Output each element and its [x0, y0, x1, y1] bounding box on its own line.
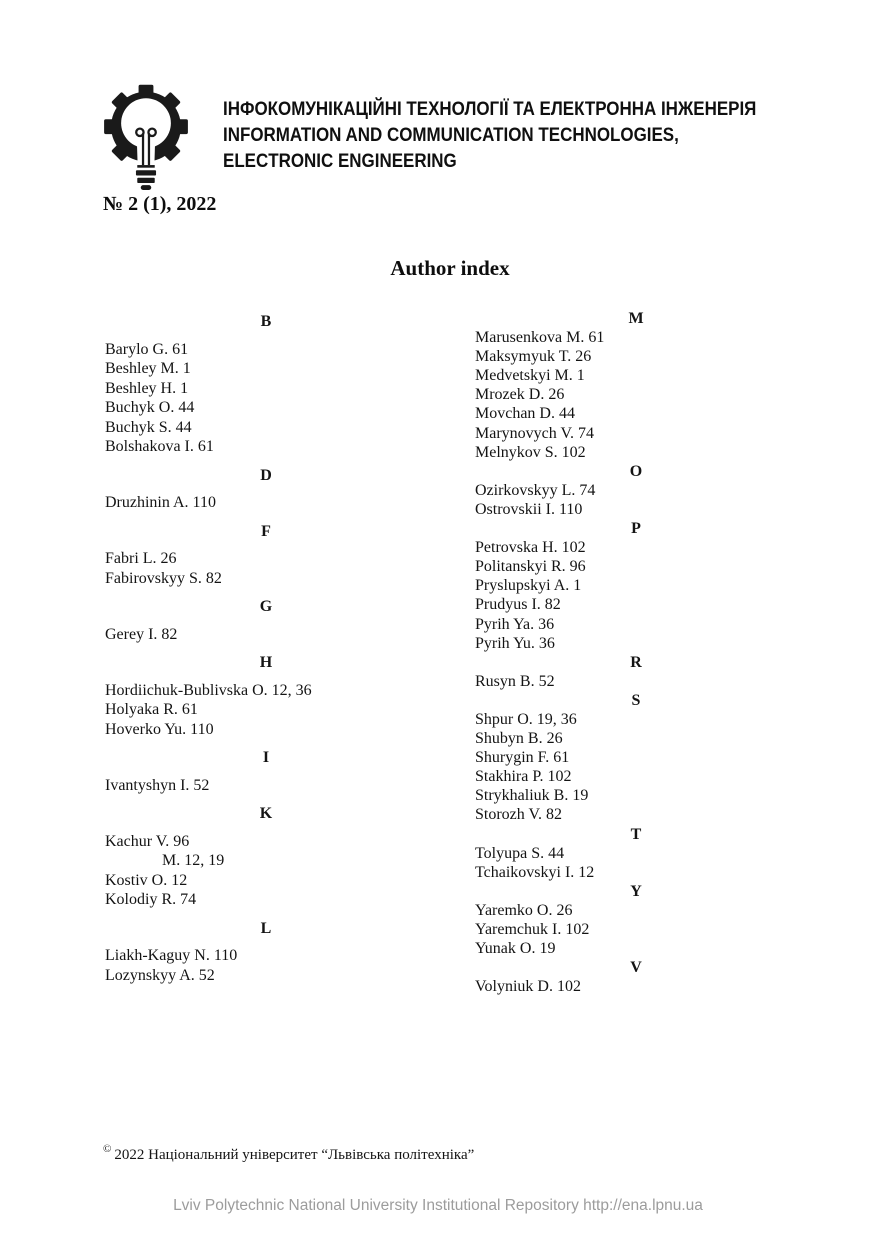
index-letter-heading: D [260, 466, 272, 484]
index-author-entry: Volyniuk D. 102 [475, 978, 581, 996]
issue-number: № 2 (1), 2022 [103, 193, 217, 215]
index-author-entry: Yunak O. 19 [475, 940, 556, 958]
index-letter-heading: I [262, 749, 270, 766]
index-author-entry: Beshley M. 1 [105, 360, 191, 377]
index-author-entry: Pryslupskyi A. 1 [475, 577, 582, 595]
index-letter-heading: R [630, 653, 642, 671]
index-author-entry: Buchyk S. 44 [105, 418, 192, 436]
index-author-entry: Pyrih Yu. 36 [475, 634, 555, 652]
index-author-entry: Shpur O. 19, 36 [475, 710, 577, 728]
index-letter-heading: S [631, 691, 641, 709]
journal-title-english-line2: ELECTRONIC ENGINEERING [223, 150, 457, 172]
index-author-entry: Ostrovskii I. 110 [475, 500, 583, 518]
index-author-entry: Mrozek D. 26 [475, 386, 565, 404]
index-author-entry: Shurygin F. 61 [475, 749, 570, 767]
index-author-entry: Movchan D. 44 [475, 405, 575, 423]
index-author-entry: Pyrih Ya. 36 [475, 615, 555, 633]
index-author-entry: Beshley H. 1 [105, 379, 189, 397]
index-author-entry: Strykhaliuk B. 19 [475, 787, 589, 805]
index-author-entry: Prudyus I. 82 [475, 596, 561, 614]
index-letter-heading: Y [630, 882, 642, 900]
index-author-entry: Ozirkovskyy L. 74 [475, 481, 596, 499]
index-letter-heading: H [259, 654, 273, 671]
copyright-text: 2022 Національний університет “Львівська політехніка” [114, 1147, 475, 1163]
index-letter-heading: F [261, 522, 271, 540]
index-author-entry: Barylo G. 61 [105, 340, 189, 358]
page-title: Author index [390, 256, 510, 280]
index-letter-heading: M [628, 310, 644, 327]
index-author-entry: Maksymyuk T. 26 [475, 348, 592, 366]
index-author-entry: Tolyupa S. 44 [475, 844, 565, 862]
index-author-entry: Marusenkova M. 61 [475, 329, 605, 347]
index-author-entry: Gerey I. 82 [105, 625, 178, 643]
index-author-entry: Holyaka R. 61 [105, 701, 198, 718]
index-author-entry: Liakh-Kaguy N. 110 [105, 947, 238, 964]
index-author-entry: Storozh V. 82 [475, 806, 562, 824]
index-letter-heading: V [630, 959, 642, 977]
index-author-entry: Hoverko Yu. 110 [105, 720, 214, 738]
index-letter-heading: T [630, 825, 642, 843]
index-letter-heading: P [631, 520, 641, 538]
index-letter-heading: B [260, 313, 272, 330]
index-letter-heading: G [259, 598, 273, 615]
index-author-entry: Yaremchuk I. 102 [475, 921, 590, 938]
index-author-entry: Tchaikovskyi I. 12 [475, 863, 595, 881]
index-author-entry: Rusyn B. 52 [475, 672, 555, 690]
repository-footer-text: Lviv Polytechnic National University Institutional Repository http://ena.lpnu.ua [173, 1197, 703, 1214]
index-author-entry: Petrovska H. 102 [475, 539, 586, 557]
index-author-entry: Kachur V. 96 [105, 832, 190, 850]
index-author-entry: Melnykov S. 102 [475, 443, 586, 461]
index-author-entry: Ivantyshyn I. 52 [105, 776, 210, 794]
copyright-line [103, 1143, 474, 1164]
index-author-entry: Politanskyi R. 96 [475, 558, 586, 576]
index-author-entry: Fabirovskyy S. 82 [105, 569, 222, 587]
index-author-entry: Bolshakova I. 61 [105, 438, 214, 455]
index-author-entry: Yaremko O. 26 [475, 901, 573, 919]
gear-lightbulb-icon [102, 83, 190, 193]
index-author-entry: Hordiichuk-Bublivska O. 12, 36 [105, 681, 312, 699]
index-letter-heading: L [260, 919, 272, 937]
copyright-symbol-icon: © [103, 1143, 112, 1155]
author-index-right-column [475, 303, 797, 996]
index-author-entry: Kolodiy R. 74 [105, 891, 197, 908]
journal-title-ukrainian: ІНФОКОМУНІКАЦІЙНІ ТЕХНОЛОГІЇ ТА ЕЛЕКТРОННА ІНЖЕНЕРІЯ [223, 98, 757, 120]
index-author-entry: Stakhira P. 102 [475, 768, 572, 786]
index-author-entry: Medvetskyi M. 1 [475, 367, 585, 385]
index-author-entry: Druzhinin A. 110 [105, 494, 216, 511]
journal-title-english-line1: INFORMATION AND COMMUNICATION TECHNOLOGIES, [223, 124, 679, 146]
index-author-entry: Lozynskyy A. 52 [105, 966, 215, 984]
index-author-entry: Buchyk O. 44 [105, 399, 195, 416]
index-letter-heading: O [629, 462, 643, 480]
index-author-entry: Marynovych V. 74 [475, 424, 594, 442]
gear-lightbulb-logo [102, 83, 190, 193]
index-author-entry: M. 12, 19 [162, 852, 225, 869]
index-letter-heading: K [259, 805, 273, 822]
index-author-entry: Fabri L. 26 [105, 550, 177, 567]
index-author-entry: Kostiv O. 12 [105, 871, 188, 889]
author-index-left-column [105, 303, 427, 985]
journal-masthead [223, 96, 836, 174]
index-author-entry: Shubyn B. 26 [475, 730, 563, 748]
